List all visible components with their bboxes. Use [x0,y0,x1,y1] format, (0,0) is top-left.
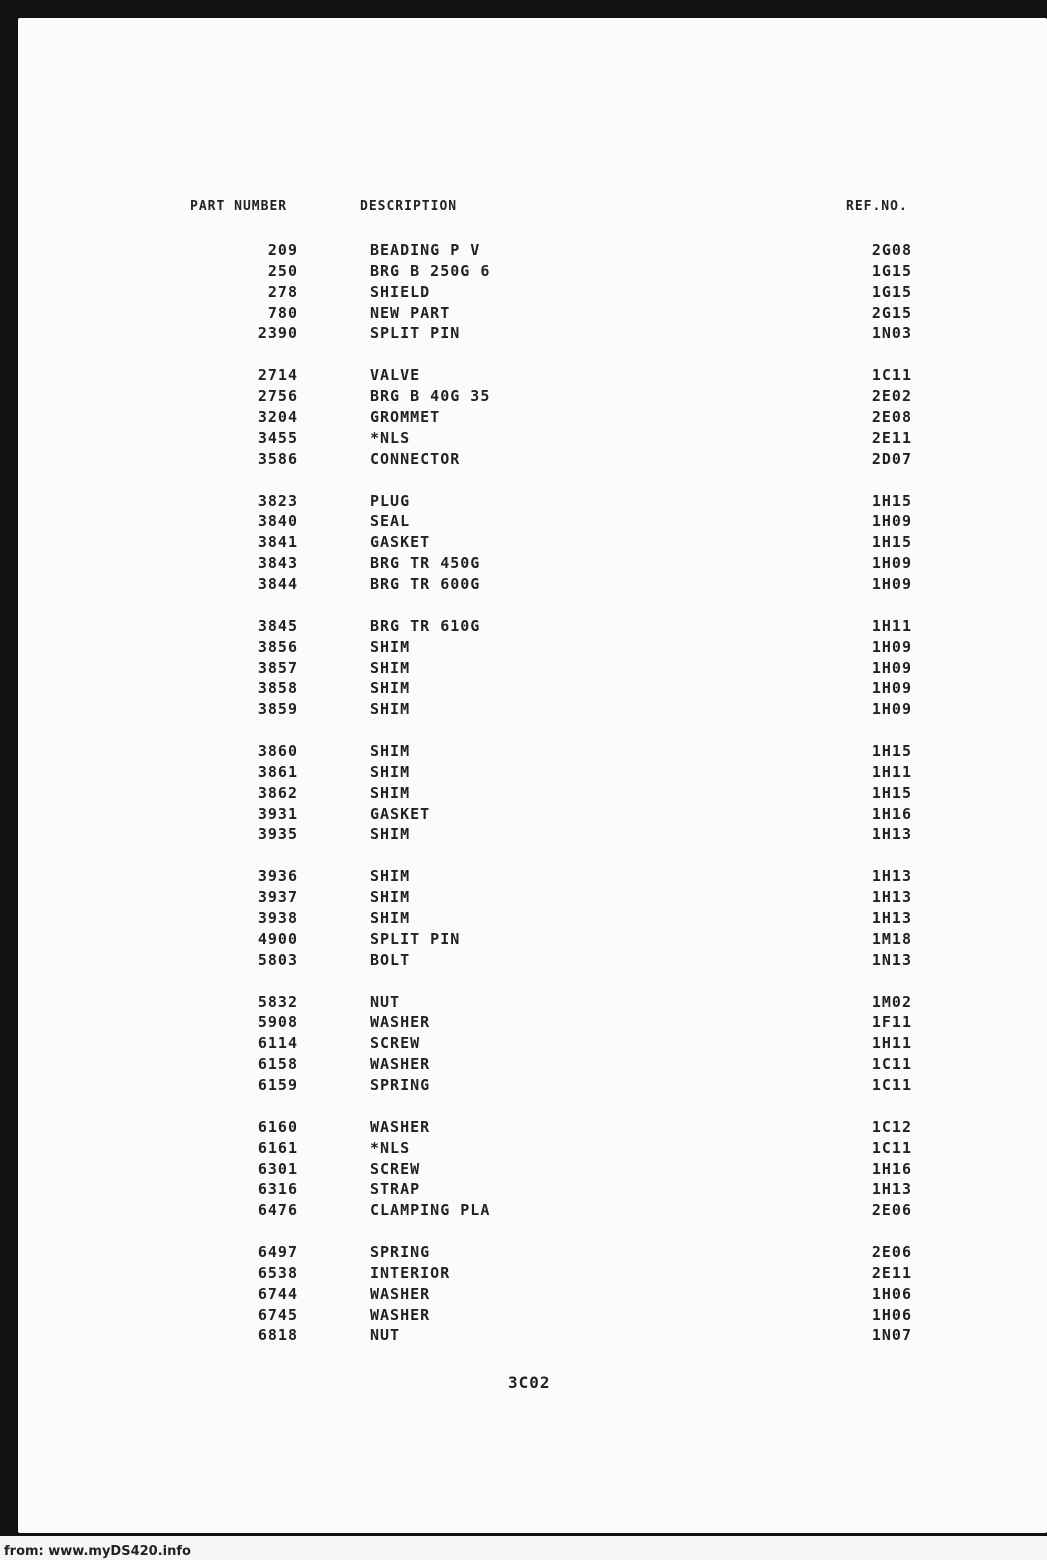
table-row [0,261,1047,281]
part-number-cell: 3845 [257,616,298,635]
table-row [0,1263,1047,1283]
description-cell: BRG TR 450G [370,554,481,572]
table-row [0,365,1047,385]
description-cell: SHIM [370,888,411,907]
ref-no-cell: 1H15 [871,533,912,552]
table-row [0,992,1047,1012]
description-cell: SPLIT PIN [370,324,461,343]
part-number-cell: 2714 [257,366,298,385]
table-row [0,1305,1047,1325]
part-number-cell: 3455 [257,428,298,447]
part-number-cell: 2756 [257,387,298,406]
table-row [0,1138,1047,1158]
part-number-cell: 250 [267,261,298,280]
table-row [0,1117,1047,1137]
part-number-cell: 3937 [257,888,298,907]
ref-no-cell: 2G15 [871,303,912,322]
table-row [0,824,1047,844]
part-number-cell: 780 [267,303,298,322]
part-number-cell: 3204 [257,408,298,426]
page-number: 3C02 [508,1373,551,1392]
ref-no-cell: 1H13 [871,888,912,907]
ref-no-cell: 2G08 [871,241,912,259]
ref-no-cell: 1N13 [871,950,912,969]
description-cell: BRG B 40G 35 [370,387,491,406]
part-number-cell: 6114 [257,1034,298,1053]
table-row [0,616,1047,636]
table-row [0,323,1047,343]
ref-no-cell: 1H15 [871,491,912,510]
part-number-cell: 6476 [257,1201,298,1220]
part-number-cell: 3586 [257,449,298,468]
description-cell: CONNECTOR [370,449,461,468]
description-cell: INTERIOR [370,1263,451,1282]
description-cell: SCREW [370,1159,421,1178]
description-cell: WASHER [370,1305,431,1324]
part-number-cell: 3843 [257,554,298,572]
description-cell: BRG TR 600G [370,574,481,593]
part-number-cell: 3936 [257,867,298,886]
table-row [0,678,1047,698]
part-number-cell: 6745 [257,1305,298,1324]
table-row [0,532,1047,552]
ref-no-cell: 1M02 [871,992,912,1011]
ref-no-cell: 1H11 [871,762,912,781]
description-cell: WASHER [370,1055,431,1074]
description-cell: BOLT [370,950,411,969]
ref-no-cell: 1F11 [871,1013,912,1032]
description-cell: SHIM [370,867,411,886]
part-number-cell: 3938 [257,909,298,927]
part-number-cell: 3844 [257,574,298,593]
table-row [0,282,1047,302]
part-number-cell: 3859 [257,700,298,719]
part-number-cell: 5803 [257,950,298,969]
ref-no-cell: 1M18 [871,929,912,948]
part-number-cell: 3862 [257,783,298,802]
table-row [0,1200,1047,1220]
description-cell: SPLIT PIN [370,929,461,948]
description-cell: BRG TR 610G [370,616,481,635]
part-number-cell: 6161 [257,1138,298,1157]
table-row [0,491,1047,511]
table-row [0,783,1047,803]
table-row [0,1179,1047,1199]
ref-no-cell: 1H13 [871,909,912,927]
part-number-cell: 6818 [257,1326,298,1345]
part-number-cell: 2390 [257,324,298,343]
description-cell: SHIM [370,700,411,719]
ref-no-cell: 1G15 [871,282,912,301]
header-ref-no: REF.NO. [846,199,908,214]
ref-no-cell: 1H09 [871,658,912,677]
table-row [0,553,1047,573]
description-cell: GROMMET [370,408,441,426]
part-number-cell: 6744 [257,1284,298,1303]
description-cell: SHIELD [370,282,431,301]
description-cell: SPRING [370,1075,431,1094]
part-number-cell: 6159 [257,1075,298,1094]
part-number-cell: 3860 [257,742,298,760]
table-row [0,303,1047,323]
table-row [0,804,1047,824]
ref-no-cell: 1H09 [871,679,912,698]
description-cell: SHIM [370,658,411,677]
description-cell: NUT [370,1326,401,1345]
description-cell: *NLS [370,1138,411,1157]
ref-no-cell: 1H16 [871,1159,912,1178]
part-number-cell: 3840 [257,512,298,531]
part-number-cell: 3861 [257,762,298,781]
ref-no-cell: 1H13 [871,825,912,844]
table-row [0,741,1047,761]
part-number-cell: 6316 [257,1180,298,1199]
ref-no-cell: 2E06 [871,1201,912,1220]
description-cell: BRG B 250G 6 [370,261,491,280]
part-number-cell: 3935 [257,825,298,844]
ref-no-cell: 1H13 [871,1180,912,1199]
ref-no-cell: 1H09 [871,512,912,531]
part-number-cell: 5908 [257,1013,298,1032]
ref-no-cell: 1C12 [871,1117,912,1136]
table-row [0,762,1047,782]
part-number-cell: 209 [267,241,298,259]
table-row [0,908,1047,928]
description-cell: SHIM [370,742,411,760]
table-row [0,240,1047,260]
ref-no-cell: 1C11 [871,1138,912,1157]
ref-no-cell: 1G15 [871,261,912,280]
table-row [0,511,1047,531]
description-cell: STRAP [370,1180,421,1199]
ref-no-cell: 1C11 [871,1075,912,1094]
ref-no-cell: 1C11 [871,366,912,385]
ref-no-cell: 1H11 [871,1034,912,1053]
ref-no-cell: 1H09 [871,554,912,572]
table-row [0,950,1047,970]
ref-no-cell: 2D07 [871,449,912,468]
description-cell: SPRING [370,1243,431,1261]
description-cell: SCREW [370,1034,421,1053]
description-cell: *NLS [370,428,411,447]
table-row [0,658,1047,678]
table-row [0,1159,1047,1179]
table-row [0,1284,1047,1304]
part-number-cell: 4900 [257,929,298,948]
table-row [0,386,1047,406]
ref-no-cell: 2E11 [871,1263,912,1282]
ref-no-cell: 1C11 [871,1055,912,1074]
part-number-cell: 6158 [257,1055,298,1074]
description-cell: CLAMPING PLA [370,1201,491,1220]
ref-no-cell: 1H09 [871,637,912,656]
description-cell: VALVE [370,366,421,385]
ref-no-cell: 1H11 [871,616,912,635]
part-number-cell: 3857 [257,658,298,677]
header-part-number: PART NUMBER [190,199,288,214]
ref-no-cell: 1H16 [871,804,912,823]
ref-no-cell: 1H15 [871,742,912,760]
part-number-cell: 5832 [257,992,298,1011]
source-url: from: www.myDS420.info [4,1544,191,1559]
table-row [0,407,1047,427]
ref-no-cell: 2E11 [871,428,912,447]
part-number-cell: 6538 [257,1263,298,1282]
table-row [0,887,1047,907]
part-number-cell: 3841 [257,533,298,552]
ref-no-cell: 1H09 [871,700,912,719]
description-cell: NUT [370,992,401,1011]
ref-no-cell: 2E08 [871,408,912,426]
description-cell: WASHER [370,1013,431,1032]
part-number-cell: 3823 [257,491,298,510]
ref-no-cell: 1H06 [871,1305,912,1324]
ref-no-cell: 1H15 [871,783,912,802]
part-number-cell: 278 [267,282,298,301]
table-row [0,1033,1047,1053]
part-number-cell: 3858 [257,679,298,698]
description-cell: SHIM [370,909,411,927]
ref-no-cell: 1H06 [871,1284,912,1303]
description-cell: SHIM [370,762,411,781]
description-cell: NEW PART [370,303,451,322]
description-cell: SHIM [370,825,411,844]
part-number-cell: 6160 [257,1117,298,1136]
table-row [0,866,1047,886]
part-number-cell: 3856 [257,637,298,656]
ref-no-cell: 2E06 [871,1243,912,1261]
description-cell: SHIM [370,783,411,802]
part-number-cell: 3931 [257,804,298,823]
table-row [0,1054,1047,1074]
description-cell: SEAL [370,512,411,531]
table-row [0,699,1047,719]
table-row [0,1242,1047,1262]
description-cell: SHIM [370,679,411,698]
description-cell: GASKET [370,533,431,552]
table-row [0,637,1047,657]
table-row [0,449,1047,469]
description-cell: WASHER [370,1117,431,1136]
part-number-cell: 6497 [257,1243,298,1261]
table-row [0,574,1047,594]
table-row [0,428,1047,448]
description-cell: GASKET [370,804,431,823]
ref-no-cell: 1N03 [871,324,912,343]
ref-no-cell: 1H09 [871,574,912,593]
ref-no-cell: 1H13 [871,867,912,886]
header-description: DESCRIPTION [360,199,458,214]
description-cell: BEADING P V [370,241,481,259]
table-row [0,1012,1047,1032]
ref-no-cell: 1N07 [871,1326,912,1345]
table-row [0,1075,1047,1095]
description-cell: SHIM [370,637,411,656]
table-row [0,1325,1047,1345]
description-cell: WASHER [370,1284,431,1303]
part-number-cell: 6301 [257,1159,298,1178]
ref-no-cell: 2E02 [871,387,912,406]
description-cell: PLUG [370,491,411,510]
table-row [0,929,1047,949]
